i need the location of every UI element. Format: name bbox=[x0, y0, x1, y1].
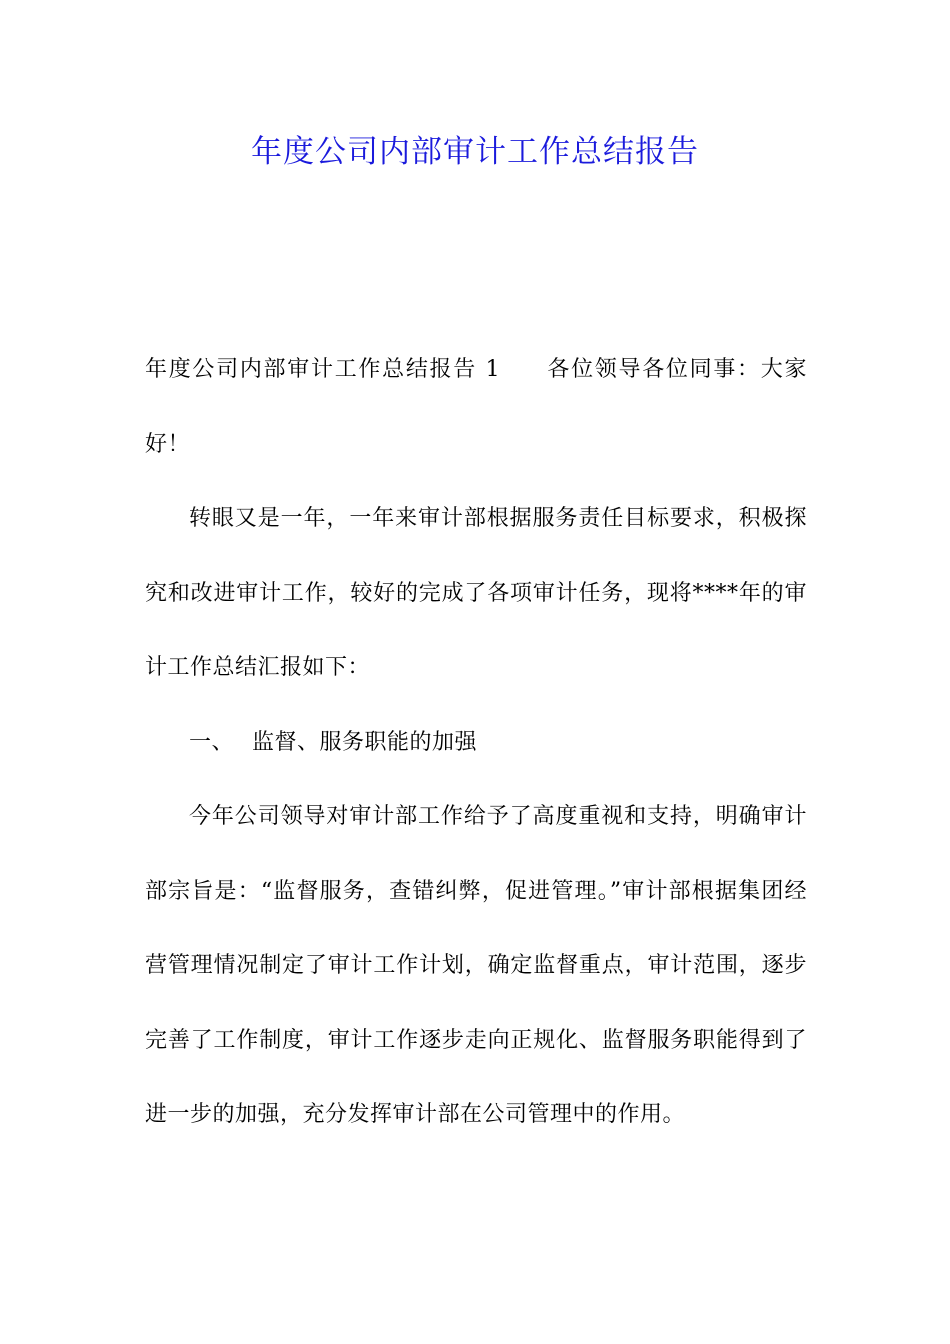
document-body bbox=[145, 333, 807, 1153]
report-subtitle: 年度公司内部审计工作总结报告 1 bbox=[145, 357, 501, 382]
section-number: 一、 bbox=[189, 729, 235, 755]
paragraph-2: 今年公司领导对审计部工作给予了高度重视和支持，明确审计部宗旨是：“监督服务，查错纠弊，促进管理。”审计部根据集团经营管理情况制定了审计工作计划，确定监督重点，审计范围，逐步完善了工作制度，审计工作逐步走向正规化、监督服务职能得到了进一步的加强，充分发挥审计部在公司管理中的作用。 bbox=[145, 804, 807, 1127]
document-title: 年度公司内部审计工作总结报告 bbox=[251, 134, 699, 170]
section-heading bbox=[145, 706, 807, 781]
intro-paragraph bbox=[145, 333, 807, 482]
section-heading-text: 监督、服务职能的加强 bbox=[252, 729, 478, 755]
greeting-text: 各位领导各位同事：大家好！ bbox=[145, 357, 807, 457]
paragraph-1: 转眼又是一年，一年来审计部根据服务责任目标要求，积极探究和改进审计工作，较好的完成了各项审计任务，现将****年的审计工作总结汇报如下： bbox=[145, 506, 807, 680]
